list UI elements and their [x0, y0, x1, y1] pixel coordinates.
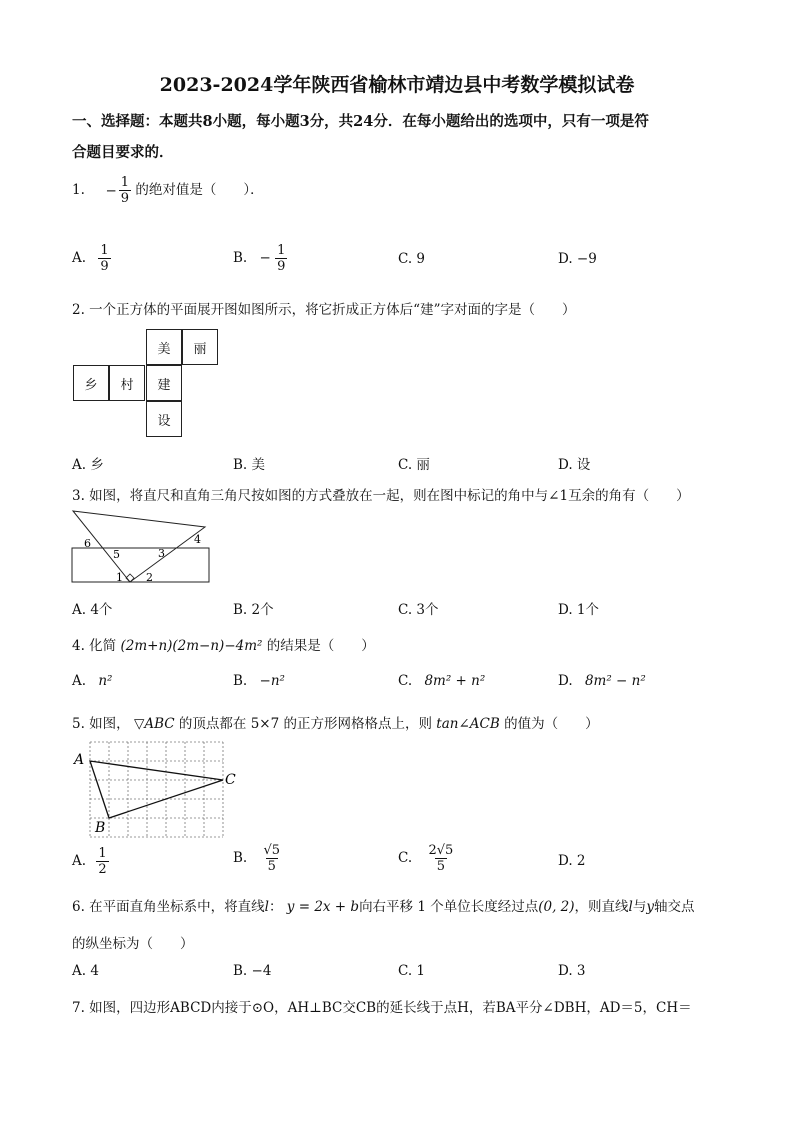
q5-option-c-denominator: 5 — [436, 859, 445, 874]
angle-label-4: 4 — [194, 533, 201, 546]
q4-option-b-label: B. — [233, 673, 248, 689]
q6-text-b: ： — [269, 899, 283, 915]
q4-option-b-value: −n² — [259, 673, 285, 689]
q5-option-b-numerator: √5 — [263, 843, 281, 858]
q6-text-f: 轴交点 — [654, 899, 695, 915]
q5-option-d: D. 2 — [558, 853, 586, 869]
q5-suffix: 的值为（ ） — [504, 716, 599, 732]
q5-option-a-denominator: 2 — [98, 862, 107, 877]
q1-option-a — [72, 243, 111, 274]
q1-option-a-label: A. — [72, 250, 87, 266]
q1-option-a-denominator: 9 — [100, 259, 109, 274]
vertex-label-b: B — [95, 820, 106, 836]
q5-mid2: 的正方形网格格点上，则 — [283, 716, 432, 732]
q6-option-d: D. 3 — [558, 963, 586, 979]
ruler-shape — [72, 548, 209, 582]
q1-option-b-label: B. — [233, 250, 248, 266]
question-1 — [72, 175, 264, 206]
q1-fraction-denominator: 9 — [120, 191, 130, 206]
q1-fraction-sign: − — [105, 182, 117, 199]
q4-prefix: 4. 化简 — [72, 638, 117, 654]
set-square-shape — [73, 511, 205, 582]
q1-option-b-sign: − — [259, 250, 271, 266]
q1-option-c: C. 9 — [398, 251, 426, 267]
section-heading-line2: 合题目要求的． — [72, 144, 174, 161]
dashed-grid — [90, 742, 223, 837]
q5-tan: tan∠ACB — [436, 716, 500, 732]
q5-option-c — [398, 843, 455, 874]
q3-option-d: D. 1个 — [558, 602, 600, 618]
q4-option-a-value: n² — [98, 673, 113, 689]
angle-label-2: 2 — [146, 571, 153, 584]
section-heading-line1: 一、选择题：本题共8小题，每小题3分，共24分．在每小题给出的选项中，只有一项是符 — [72, 113, 649, 130]
vertex-label-a: A — [74, 752, 85, 768]
q6-line-l2: l — [628, 899, 633, 915]
q6-y: y — [646, 899, 654, 915]
angle-label-6: 6 — [84, 537, 91, 550]
question-3: 3. 如图，将直尺和直角三角尺按如图的方式叠放在一起，则在图中标记的角中与∠1互余的角有（ ） — [72, 488, 690, 504]
q6-text-d: ，则直线 — [574, 899, 629, 915]
question-6-line1 — [72, 895, 695, 915]
q6-line-l: l — [264, 899, 269, 915]
q1-option-a-numerator: 1 — [100, 243, 109, 258]
q3-option-c: C. 3个 — [398, 602, 439, 618]
q3-option-b: B. 2个 — [233, 602, 274, 618]
q3-option-a: A. 4个 — [72, 602, 113, 618]
triangle-abc — [90, 761, 223, 818]
q4-option-d-value: 8m² − n² — [584, 673, 646, 689]
angle-label-1: 1 — [116, 571, 123, 584]
q2-option-d: D. 设 — [558, 457, 591, 473]
q5-option-b-label: B. — [233, 850, 248, 866]
q6-option-b: B. −4 — [233, 963, 272, 979]
q5-option-c-label: C. — [398, 850, 413, 866]
angle-label-3: 3 — [158, 547, 165, 560]
q5-option-c-numerator: 2√5 — [428, 843, 454, 858]
question-4 — [72, 634, 375, 654]
q5-grid-size: 5×7 — [250, 716, 280, 732]
q1-number: 1. — [72, 182, 85, 198]
question-7: 7. 如图，四边形ABCD内接于⊙O，AH⊥BC交CB的延长线于点H，若BA平分∠DBH，AD＝5，CH＝ — [72, 1000, 692, 1016]
q4-suffix: 的结果是（ ） — [266, 638, 375, 654]
q1-option-b-denominator: 9 — [277, 259, 286, 274]
q4-option-c-value: 8m² + n² — [424, 673, 486, 689]
q1-option-b — [233, 243, 287, 274]
cube-net-cell-jian: 建 — [146, 365, 182, 401]
q5-mid: 的顶点都在 — [178, 716, 247, 732]
q6-point: (0, 2) — [538, 899, 575, 915]
q5-option-b — [233, 843, 282, 874]
cube-net-cell-xiang: 乡 — [73, 365, 109, 401]
q2-option-a: A. 乡 — [72, 457, 104, 473]
q5-triangle: ▽ABC — [133, 716, 175, 732]
q1-option-d: D. −9 — [558, 251, 597, 267]
q4-expression: (2m+n)(2m−n)−4m² — [120, 638, 263, 654]
cube-net-cell-she: 设 — [146, 401, 182, 437]
question-2: 2. 一个正方体的平面展开图如图所示，将它折成正方体后“建”字对面的字是（ ） — [72, 302, 576, 318]
q5-option-a — [72, 846, 109, 877]
q4-option-d-label: D. — [558, 673, 573, 689]
q6-equation: y = 2x + b — [286, 899, 360, 915]
question-6-line2: 的纵坐标为（ ） — [72, 936, 194, 952]
q4-option-d — [558, 673, 646, 689]
page-title: 2023-2024学年陕西省榆林市靖边县中考数学模拟试卷 — [159, 74, 635, 96]
cube-net-cell-cun: 村 — [109, 365, 145, 401]
cube-net-cell-mei: 美 — [146, 329, 182, 365]
q4-option-a — [72, 673, 112, 689]
vertex-label-c: C — [225, 772, 236, 788]
ruler-triangle-figure — [70, 508, 215, 586]
q4-option-c — [398, 673, 485, 689]
q5-option-b-denominator: 5 — [267, 859, 276, 874]
angle-label-5: 5 — [113, 548, 120, 561]
q1-fraction-numerator: 1 — [120, 175, 130, 190]
q1-option-b-numerator: 1 — [277, 243, 286, 258]
q4-option-c-label: C. — [398, 673, 413, 689]
q1-text: 的绝对值是（ ）． — [135, 182, 264, 198]
cube-net-cell-li: 丽 — [182, 329, 218, 365]
question-5 — [72, 712, 599, 732]
q6-text-e: 与 — [632, 899, 647, 915]
q4-option-a-label: A. — [72, 673, 87, 689]
q1-fraction — [105, 175, 131, 206]
q5-prefix: 5. 如图， — [72, 716, 130, 732]
q5-option-a-numerator: 1 — [98, 846, 107, 861]
q2-option-b: B. 美 — [233, 457, 266, 473]
q5-option-a-label: A. — [72, 853, 87, 869]
grid-triangle-figure — [72, 740, 242, 840]
q6-option-a: A. 4 — [72, 963, 99, 979]
q6-text-c: 向右平移 1 个单位长度经过点 — [359, 899, 539, 915]
q6-option-c: C. 1 — [398, 963, 426, 979]
q2-option-c: C. 丽 — [398, 457, 430, 473]
q6-text-a: 6. 在平面直角坐标系中，将直线 — [72, 899, 265, 915]
q4-option-b — [233, 673, 285, 689]
